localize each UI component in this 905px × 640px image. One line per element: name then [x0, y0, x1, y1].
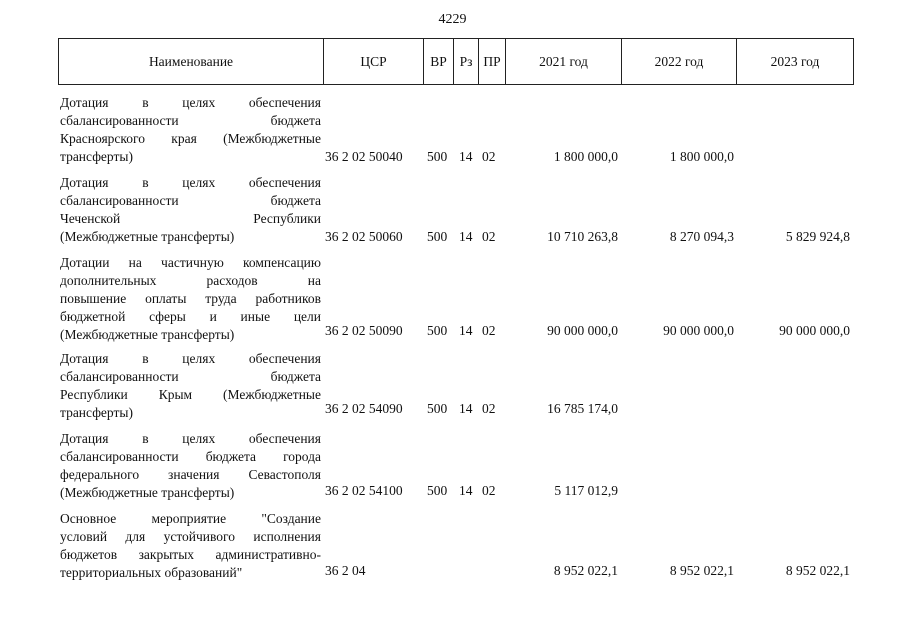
table-row: [58, 94, 854, 166]
row-value-2023: 8 952 022,1: [785, 563, 850, 578]
header-vr: ВР: [424, 39, 454, 84]
row-name-line: условий для устойчивого исполнения: [60, 529, 321, 544]
row-name-line: Основное мероприятие "Создание: [60, 511, 321, 526]
row-csr: 36 2 02 54100: [325, 483, 403, 498]
row-value-2021: 16 785 174,0: [547, 401, 618, 416]
row-name-line: сбалансированности бюджета: [60, 369, 321, 384]
row-name-line: Дотация в целях обеспечения: [60, 95, 321, 110]
row-vr: 500: [427, 229, 448, 244]
table-row: [58, 510, 854, 582]
row-value-2023: 90 000 000,0: [779, 323, 850, 338]
row-name-line: Красноярского края (Межбюджетные: [60, 131, 321, 146]
header-csr: ЦСР: [324, 39, 424, 84]
row-pr: 02: [482, 323, 496, 338]
row-value-2021: 90 000 000,0: [547, 323, 618, 338]
row-vr: 500: [427, 323, 448, 338]
row-name-line: территориальных образований": [60, 565, 243, 580]
row-value-2022: 8 270 094,3: [669, 229, 734, 244]
row-name-line: сбалансированности бюджета: [60, 193, 321, 208]
row-csr: 36 2 02 50060: [325, 229, 403, 244]
row-value-2022: 90 000 000,0: [663, 323, 734, 338]
row-csr: 36 2 02 50040: [325, 149, 403, 164]
row-rz: 14: [459, 483, 473, 498]
row-name-line: Чеченской Республики: [60, 211, 321, 226]
row-value-2023: 5 829 924,8: [785, 229, 850, 244]
row-rz: 14: [459, 401, 473, 416]
row-vr: 500: [427, 483, 448, 498]
row-pr: 02: [482, 229, 496, 244]
row-name-line: (Межбюджетные трансферты): [60, 229, 235, 244]
row-rz: 14: [459, 229, 473, 244]
row-rz: 14: [459, 323, 473, 338]
table-row: [58, 174, 854, 246]
row-value-2021: 8 952 022,1: [553, 563, 618, 578]
row-name: [60, 350, 321, 422]
table-row: [58, 350, 854, 422]
row-vr: 500: [427, 149, 448, 164]
row-rz: 14: [459, 149, 473, 164]
row-value-2021: 1 800 000,0: [553, 149, 618, 164]
row-csr: 36 2 04: [325, 563, 366, 578]
row-vr: 500: [427, 401, 448, 416]
row-name: [60, 430, 321, 502]
row-name-line: трансферты): [60, 149, 133, 164]
header-2022: 2022 год: [622, 39, 737, 84]
row-name: [60, 174, 321, 246]
row-name-line: сбалансированности бюджета города: [60, 449, 321, 464]
row-name-line: повышение оплаты труда работников: [60, 291, 321, 306]
row-name-line: федерального значения Севастополя: [60, 467, 321, 482]
row-name-line: бюджетов закрытых административно-: [60, 547, 321, 562]
row-name: [60, 510, 321, 582]
row-name-line: Дотация в целях обеспечения: [60, 175, 321, 190]
header-rz: Рз: [454, 39, 479, 84]
row-pr: 02: [482, 149, 496, 164]
row-value-2022: 1 800 000,0: [669, 149, 734, 164]
row-name-line: Дотация в целях обеспечения: [60, 431, 321, 446]
header-pr: ПР: [479, 39, 506, 84]
header-name: Наименование: [59, 39, 324, 84]
row-name-line: (Межбюджетные трансферты): [60, 485, 235, 500]
header-2023: 2023 год: [770, 54, 820, 69]
row-name-line: (Межбюджетные трансферты): [60, 327, 235, 342]
row-value-2022: 8 952 022,1: [669, 563, 734, 578]
row-name: [60, 254, 321, 344]
page-number: 4229: [438, 12, 467, 27]
row-csr: 36 2 02 50090: [325, 323, 403, 338]
header-2021: 2021 год: [506, 39, 622, 84]
row-name-line: бюджетной сферы и иные цели: [60, 309, 321, 324]
table-row: [58, 430, 854, 502]
table-row: [58, 254, 854, 344]
row-name-line: Республики Крым (Межбюджетные: [60, 387, 321, 402]
row-name-line: Дотация в целях обеспечения: [60, 351, 321, 366]
table-header: [58, 38, 854, 85]
row-name-line: трансферты): [60, 405, 133, 420]
row-csr: 36 2 02 54090: [325, 401, 403, 416]
row-name: [60, 94, 321, 166]
row-value-2021: 10 710 263,8: [547, 229, 618, 244]
row-name-line: дополнительных расходов на: [60, 273, 321, 288]
row-name-line: Дотации на частичную компенсацию: [60, 255, 321, 270]
row-name-line: сбалансированности бюджета: [60, 113, 321, 128]
row-pr: 02: [482, 401, 496, 416]
row-value-2021: 5 117 012,9: [554, 483, 618, 498]
row-pr: 02: [482, 483, 496, 498]
